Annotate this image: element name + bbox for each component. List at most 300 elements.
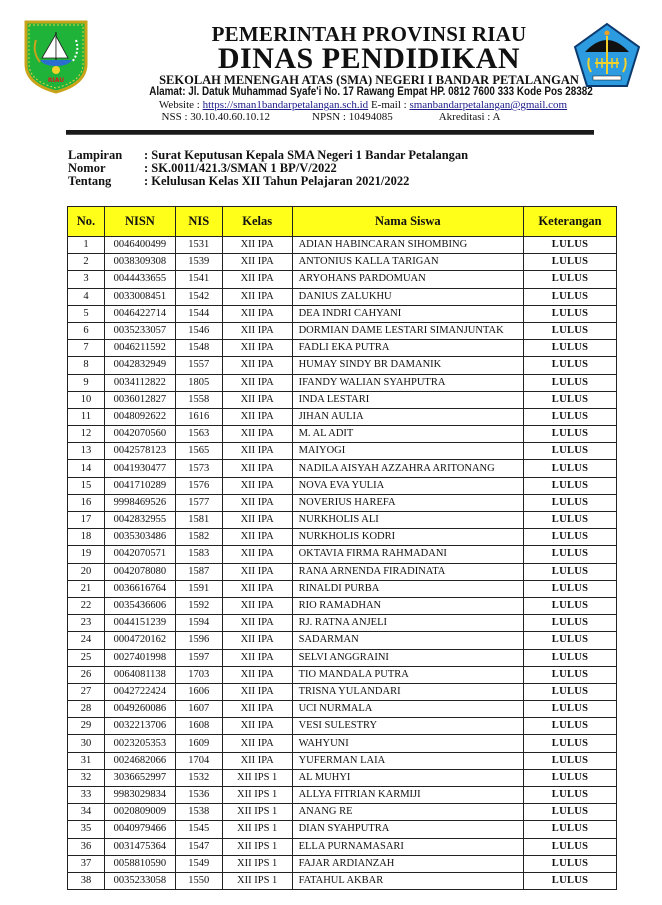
- cell-keterangan: LULUS: [524, 563, 617, 580]
- cell-nis: 1563: [175, 426, 222, 443]
- cell-nama-siswa: RINALDI PURBA: [292, 580, 523, 597]
- cell-nama-siswa: RANA ARNENDA FIRADINATA: [292, 563, 523, 580]
- cell-nama-siswa: AL MUHYI: [292, 769, 523, 786]
- cell-keterangan: LULUS: [524, 821, 617, 838]
- table-row: [68, 477, 617, 494]
- cell-nama-siswa: NOVERIUS HAREFA: [292, 494, 523, 511]
- cell-keterangan: LULUS: [524, 597, 617, 614]
- table-row: [68, 340, 617, 357]
- cell-nis: 1596: [175, 632, 222, 649]
- table-row: [68, 305, 617, 322]
- table-row: [68, 237, 617, 254]
- cell-no: 16: [68, 494, 105, 511]
- cell-nisn: 0031475364: [104, 838, 175, 855]
- cell-nama-siswa: NOVA EVA YULIA: [292, 477, 523, 494]
- cell-nis: 1550: [175, 872, 222, 889]
- table-row: [68, 357, 617, 374]
- cell-nis: 1541: [175, 271, 222, 288]
- cell-kelas: XII IPA: [222, 340, 292, 357]
- cell-nisn: 0040979466: [104, 821, 175, 838]
- cell-kelas: XII IPA: [222, 477, 292, 494]
- cell-nisn: 0032213706: [104, 718, 175, 735]
- letterhead-divider: [66, 130, 594, 135]
- column-header-kelas: Kelas: [222, 207, 292, 237]
- table-row: [68, 408, 617, 425]
- cell-nisn: 0023205353: [104, 735, 175, 752]
- cell-nisn: 0042578123: [104, 443, 175, 460]
- cell-nama-siswa: JIHAN AULIA: [292, 408, 523, 425]
- meta-label: Nomor: [68, 161, 106, 175]
- meta-row-tentang: [68, 175, 468, 188]
- accreditation: Akreditasi : A: [438, 111, 501, 123]
- cell-kelas: XII IPA: [222, 288, 292, 305]
- cell-nama-siswa: SELVI ANGGRAINI: [292, 649, 523, 666]
- cell-nisn: 0046422714: [104, 305, 175, 322]
- cell-nis: 1607: [175, 701, 222, 718]
- email-label: E-mail :: [368, 99, 410, 111]
- cell-keterangan: LULUS: [524, 254, 617, 271]
- table-body: [68, 237, 617, 890]
- cell-nis: 1546: [175, 322, 222, 339]
- svg-text:RIAU: RIAU: [47, 77, 65, 84]
- table-row: [68, 872, 617, 889]
- column-header-nisn: NISN: [104, 207, 175, 237]
- table-row: [68, 838, 617, 855]
- agency-title: DINAS PENDIDIKAN: [217, 42, 521, 75]
- cell-kelas: XII IPS 1: [222, 787, 292, 804]
- cell-nisn: 0042070571: [104, 546, 175, 563]
- cell-kelas: XII IPS 1: [222, 804, 292, 821]
- cell-keterangan: LULUS: [524, 288, 617, 305]
- cell-nis: 1581: [175, 512, 222, 529]
- cell-nisn: 0042070560: [104, 426, 175, 443]
- cell-kelas: XII IPA: [222, 460, 292, 477]
- cell-keterangan: LULUS: [524, 443, 617, 460]
- school-name: SEKOLAH MENENGAH ATAS (SMA) NEGERI I BANDAR PETALANGAN: [159, 73, 579, 87]
- table-row: [68, 855, 617, 872]
- cell-keterangan: LULUS: [524, 305, 617, 322]
- cell-keterangan: LULUS: [524, 701, 617, 718]
- table-row: [68, 546, 617, 563]
- cell-nis: 1538: [175, 804, 222, 821]
- table-row: [68, 443, 617, 460]
- cell-keterangan: LULUS: [524, 683, 617, 700]
- cell-kelas: XII IPA: [222, 752, 292, 769]
- table-row: [68, 752, 617, 769]
- table-row: [68, 426, 617, 443]
- table-row: [68, 718, 617, 735]
- cell-keterangan: LULUS: [524, 752, 617, 769]
- cell-no: 36: [68, 838, 105, 855]
- cell-nis: 1547: [175, 838, 222, 855]
- cell-no: 15: [68, 477, 105, 494]
- cell-no: 28: [68, 701, 105, 718]
- cell-kelas: XII IPA: [222, 718, 292, 735]
- nss-number: NSS : 30.10.40.60.10.12: [161, 111, 271, 123]
- column-header-keterangan: Keterangan: [524, 207, 617, 237]
- cell-kelas: XII IPA: [222, 666, 292, 683]
- cell-nama-siswa: FATAHUL AKBAR: [292, 872, 523, 889]
- cell-no: 29: [68, 718, 105, 735]
- table-row: [68, 271, 617, 288]
- cell-no: 27: [68, 683, 105, 700]
- cell-nis: 1536: [175, 787, 222, 804]
- table-row: [68, 787, 617, 804]
- cell-nis: 1587: [175, 563, 222, 580]
- cell-nama-siswa: RJ. RATNA ANJELI: [292, 615, 523, 632]
- cell-no: 19: [68, 546, 105, 563]
- cell-nis: 1704: [175, 752, 222, 769]
- cell-nama-siswa: MAIYOGI: [292, 443, 523, 460]
- cell-nisn: 0041710289: [104, 477, 175, 494]
- cell-no: 30: [68, 735, 105, 752]
- cell-nisn: 0042832949: [104, 357, 175, 374]
- cell-nama-siswa: ELLA PURNAMASARI: [292, 838, 523, 855]
- cell-kelas: XII IPA: [222, 632, 292, 649]
- cell-no: 37: [68, 855, 105, 872]
- table-header-row: [68, 207, 617, 237]
- cell-kelas: XII IPS 1: [222, 872, 292, 889]
- cell-nama-siswa: NADILA AISYAH AZZAHRA ARITONANG: [292, 460, 523, 477]
- table-row: [68, 580, 617, 597]
- cell-kelas: XII IPA: [222, 237, 292, 254]
- cell-nama-siswa: DANIUS ZALUKHU: [292, 288, 523, 305]
- cell-kelas: XII IPA: [222, 254, 292, 271]
- cell-no: 17: [68, 512, 105, 529]
- cell-nis: 1573: [175, 460, 222, 477]
- cell-keterangan: LULUS: [524, 237, 617, 254]
- cell-no: 26: [68, 666, 105, 683]
- cell-nama-siswa: HUMAY SINDY BR DAMANIK: [292, 357, 523, 374]
- cell-nama-siswa: SADARMAN: [292, 632, 523, 649]
- cell-kelas: XII IPA: [222, 357, 292, 374]
- meta-label: Lampiran: [68, 148, 123, 162]
- npsn-number: NPSN : 10494085: [312, 111, 393, 123]
- cell-keterangan: LULUS: [524, 426, 617, 443]
- cell-nis: 1558: [175, 391, 222, 408]
- cell-nisn: 3036652997: [104, 769, 175, 786]
- meta-value: : Kelulusan Kelas XII Tahun Pelajaran 2021/2022: [144, 174, 410, 188]
- email-link[interactable]: smanbandarpetalangan@gmail.com: [409, 99, 568, 111]
- cell-nama-siswa: VESI SULESTRY: [292, 718, 523, 735]
- cell-nisn: 0046400499: [104, 237, 175, 254]
- cell-kelas: XII IPA: [222, 615, 292, 632]
- cell-nisn: 0036616764: [104, 580, 175, 597]
- cell-nis: 1539: [175, 254, 222, 271]
- cell-nis: 1805: [175, 374, 222, 391]
- cell-no: 34: [68, 804, 105, 821]
- contact-line: [32, 99, 662, 111]
- cell-nis: 1609: [175, 735, 222, 752]
- cell-nis: 1544: [175, 305, 222, 322]
- meta-value: : Surat Keputusan Kepala SMA Negeri 1 Bandar Petalangan: [144, 148, 469, 162]
- school-address: Alamat: Jl. Datuk Muhammad Syafe'i No. 17 Rawang Empat HP. 0812 7600 333 Kode Pos 28382: [149, 86, 593, 98]
- cell-kelas: XII IPA: [222, 443, 292, 460]
- cell-keterangan: LULUS: [524, 340, 617, 357]
- table-row: [68, 769, 617, 786]
- cell-kelas: XII IPA: [222, 322, 292, 339]
- cell-keterangan: LULUS: [524, 391, 617, 408]
- cell-keterangan: LULUS: [524, 718, 617, 735]
- cell-nis: 1557: [175, 357, 222, 374]
- cell-nisn: 0042078080: [104, 563, 175, 580]
- cell-nama-siswa: NURKHOLIS ALI: [292, 512, 523, 529]
- table-row: [68, 649, 617, 666]
- meta-value: : SK.0011/421.3/SMAN 1 BP/V/2022: [144, 161, 337, 175]
- table-row: [68, 374, 617, 391]
- cell-nisn: 0035233058: [104, 872, 175, 889]
- cell-nama-siswa: ARYOHANS PARDOMUAN: [292, 271, 523, 288]
- table-row: [68, 597, 617, 614]
- cell-nis: 1532: [175, 769, 222, 786]
- cell-kelas: XII IPA: [222, 580, 292, 597]
- cell-no: 22: [68, 597, 105, 614]
- cell-nisn: 9983029834: [104, 787, 175, 804]
- cell-nisn: 0042722424: [104, 683, 175, 700]
- cell-no: 6: [68, 322, 105, 339]
- cell-no: 11: [68, 408, 105, 425]
- cell-keterangan: LULUS: [524, 872, 617, 889]
- cell-nisn: 0044433655: [104, 271, 175, 288]
- cell-kelas: XII IPA: [222, 735, 292, 752]
- cell-nama-siswa: WAHYUNI: [292, 735, 523, 752]
- cell-keterangan: LULUS: [524, 322, 617, 339]
- cell-no: 7: [68, 340, 105, 357]
- cell-nis: 1577: [175, 494, 222, 511]
- cell-no: 3: [68, 271, 105, 288]
- cell-nis: 1548: [175, 340, 222, 357]
- cell-nama-siswa: ADIAN HABINCARAN SIHOMBING: [292, 237, 523, 254]
- cell-nis: 1549: [175, 855, 222, 872]
- cell-nama-siswa: DORMIAN DAME LESTARI SIMANJUNTAK: [292, 322, 523, 339]
- meta-label: Tentang: [68, 174, 112, 188]
- cell-nisn: 0041930477: [104, 460, 175, 477]
- cell-keterangan: LULUS: [524, 408, 617, 425]
- cell-nis: 1608: [175, 718, 222, 735]
- cell-kelas: XII IPA: [222, 649, 292, 666]
- cell-nisn: 0038309308: [104, 254, 175, 271]
- cell-kelas: XII IPA: [222, 408, 292, 425]
- table-row: [68, 254, 617, 271]
- cell-keterangan: LULUS: [524, 649, 617, 666]
- cell-nama-siswa: TIO MANDALA PUTRA: [292, 666, 523, 683]
- cell-nis: 1583: [175, 546, 222, 563]
- cell-no: 9: [68, 374, 105, 391]
- cell-keterangan: LULUS: [524, 615, 617, 632]
- province-title: PEMERINTAH PROVINSI RIAU: [211, 22, 527, 46]
- column-header-no: No.: [68, 207, 105, 237]
- cell-nisn: 0035233057: [104, 322, 175, 339]
- table-row: [68, 512, 617, 529]
- table-row: [68, 804, 617, 821]
- cell-nis: 1703: [175, 666, 222, 683]
- document-meta: [68, 149, 468, 188]
- cell-nama-siswa: M. AL ADIT: [292, 426, 523, 443]
- cell-no: 33: [68, 787, 105, 804]
- cell-kelas: XII IPA: [222, 529, 292, 546]
- cell-no: 4: [68, 288, 105, 305]
- cell-no: 8: [68, 357, 105, 374]
- cell-no: 2: [68, 254, 105, 271]
- cell-kelas: XII IPA: [222, 683, 292, 700]
- table-row: [68, 460, 617, 477]
- cell-nis: 1592: [175, 597, 222, 614]
- cell-keterangan: LULUS: [524, 580, 617, 597]
- cell-no: 18: [68, 529, 105, 546]
- cell-nisn: 0004720162: [104, 632, 175, 649]
- cell-keterangan: LULUS: [524, 271, 617, 288]
- cell-no: 5: [68, 305, 105, 322]
- letterhead: [0, 0, 662, 132]
- cell-kelas: XII IPA: [222, 494, 292, 511]
- cell-nama-siswa: ANTONIUS KALLA TARIGAN: [292, 254, 523, 271]
- cell-nisn: 0027401998: [104, 649, 175, 666]
- cell-kelas: XII IPA: [222, 546, 292, 563]
- cell-no: 10: [68, 391, 105, 408]
- cell-kelas: XII IPA: [222, 701, 292, 718]
- cell-nama-siswa: INDA LESTARI: [292, 391, 523, 408]
- cell-nisn: 0035303486: [104, 529, 175, 546]
- table-row: [68, 701, 617, 718]
- cell-nis: 1616: [175, 408, 222, 425]
- school-ids: [0, 111, 662, 123]
- cell-keterangan: LULUS: [524, 477, 617, 494]
- cell-no: 35: [68, 821, 105, 838]
- cell-keterangan: LULUS: [524, 546, 617, 563]
- cell-nama-siswa: ALLYA FITRIAN KARMIJI: [292, 787, 523, 804]
- cell-kelas: XII IPA: [222, 563, 292, 580]
- column-header-nis: NIS: [175, 207, 222, 237]
- cell-no: 31: [68, 752, 105, 769]
- cell-nis: 1531: [175, 237, 222, 254]
- cell-no: 21: [68, 580, 105, 597]
- cell-nis: 1545: [175, 821, 222, 838]
- website-label: Website :: [158, 99, 203, 111]
- cell-no: 32: [68, 769, 105, 786]
- cell-nisn: 0049260086: [104, 701, 175, 718]
- cell-nama-siswa: DEA INDRI CAHYANI: [292, 305, 523, 322]
- cell-nama-siswa: RIO RAMADHAN: [292, 597, 523, 614]
- cell-nisn: 0034112822: [104, 374, 175, 391]
- cell-no: 24: [68, 632, 105, 649]
- graduation-table: [67, 206, 617, 890]
- cell-nama-siswa: IFANDY WALIAN SYAHPUTRA: [292, 374, 523, 391]
- cell-no: 13: [68, 443, 105, 460]
- cell-keterangan: LULUS: [524, 632, 617, 649]
- cell-nisn: 0042832955: [104, 512, 175, 529]
- cell-nama-siswa: FAJAR ARDIANZAH: [292, 855, 523, 872]
- table-row: [68, 666, 617, 683]
- cell-kelas: XII IPA: [222, 305, 292, 322]
- cell-kelas: XII IPA: [222, 426, 292, 443]
- cell-nisn: 0044151239: [104, 615, 175, 632]
- cell-keterangan: LULUS: [524, 529, 617, 546]
- cell-nis: 1542: [175, 288, 222, 305]
- cell-nama-siswa: FADLI EKA PUTRA: [292, 340, 523, 357]
- cell-nisn: 0033008451: [104, 288, 175, 305]
- cell-nisn: 0024682066: [104, 752, 175, 769]
- cell-keterangan: LULUS: [524, 357, 617, 374]
- cell-nama-siswa: YUFERMAN LAIA: [292, 752, 523, 769]
- cell-nama-siswa: ANANG RE: [292, 804, 523, 821]
- cell-keterangan: LULUS: [524, 855, 617, 872]
- cell-keterangan: LULUS: [524, 735, 617, 752]
- cell-kelas: XII IPA: [222, 374, 292, 391]
- cell-keterangan: LULUS: [524, 512, 617, 529]
- cell-no: 12: [68, 426, 105, 443]
- cell-nama-siswa: OKTAVIA FIRMA RAHMADANI: [292, 546, 523, 563]
- cell-nisn: 0058810590: [104, 855, 175, 872]
- cell-no: 1: [68, 237, 105, 254]
- cell-nisn: 0046211592: [104, 340, 175, 357]
- cell-no: 20: [68, 563, 105, 580]
- cell-kelas: XII IPA: [222, 391, 292, 408]
- table-row: [68, 821, 617, 838]
- table-row: [68, 563, 617, 580]
- cell-keterangan: LULUS: [524, 804, 617, 821]
- cell-nis: 1582: [175, 529, 222, 546]
- cell-kelas: XII IPS 1: [222, 855, 292, 872]
- cell-no: 25: [68, 649, 105, 666]
- table-row: [68, 683, 617, 700]
- cell-nisn: 0064081138: [104, 666, 175, 683]
- cell-kelas: XII IPS 1: [222, 769, 292, 786]
- cell-keterangan: LULUS: [524, 769, 617, 786]
- cell-kelas: XII IPA: [222, 597, 292, 614]
- school-district-emblem-icon: [573, 22, 641, 90]
- cell-no: 38: [68, 872, 105, 889]
- table-row: [68, 288, 617, 305]
- cell-nisn: 9998469526: [104, 494, 175, 511]
- cell-nama-siswa: TRISNA YULANDARI: [292, 683, 523, 700]
- cell-kelas: XII IPS 1: [222, 838, 292, 855]
- cell-kelas: XII IPS 1: [222, 821, 292, 838]
- cell-keterangan: LULUS: [524, 787, 617, 804]
- table-row: [68, 529, 617, 546]
- cell-nis: 1591: [175, 580, 222, 597]
- cell-nis: 1576: [175, 477, 222, 494]
- column-header-nama-siswa: Nama Siswa: [292, 207, 523, 237]
- cell-nisn: 0048092622: [104, 408, 175, 425]
- cell-nis: 1594: [175, 615, 222, 632]
- cell-keterangan: LULUS: [524, 666, 617, 683]
- cell-keterangan: LULUS: [524, 460, 617, 477]
- cell-nis: 1597: [175, 649, 222, 666]
- table-row: [68, 735, 617, 752]
- table-row: [68, 494, 617, 511]
- cell-no: 23: [68, 615, 105, 632]
- cell-nama-siswa: NURKHOLIS KODRI: [292, 529, 523, 546]
- cell-nis: 1565: [175, 443, 222, 460]
- cell-keterangan: LULUS: [524, 494, 617, 511]
- cell-no: 14: [68, 460, 105, 477]
- cell-kelas: XII IPA: [222, 512, 292, 529]
- cell-nama-siswa: DIAN SYAHPUTRA: [292, 821, 523, 838]
- website-link[interactable]: https://sman1bandarpetalangan.sch.id: [202, 99, 369, 111]
- cell-keterangan: LULUS: [524, 838, 617, 855]
- table-row: [68, 391, 617, 408]
- cell-kelas: XII IPA: [222, 271, 292, 288]
- cell-nisn: 0020809009: [104, 804, 175, 821]
- cell-nis: 1606: [175, 683, 222, 700]
- cell-nama-siswa: UCI NURMALA: [292, 701, 523, 718]
- cell-nisn: 0036012827: [104, 391, 175, 408]
- cell-nisn: 0035436606: [104, 597, 175, 614]
- table-row: [68, 322, 617, 339]
- table-row: [68, 632, 617, 649]
- cell-keterangan: LULUS: [524, 374, 617, 391]
- table-row: [68, 615, 617, 632]
